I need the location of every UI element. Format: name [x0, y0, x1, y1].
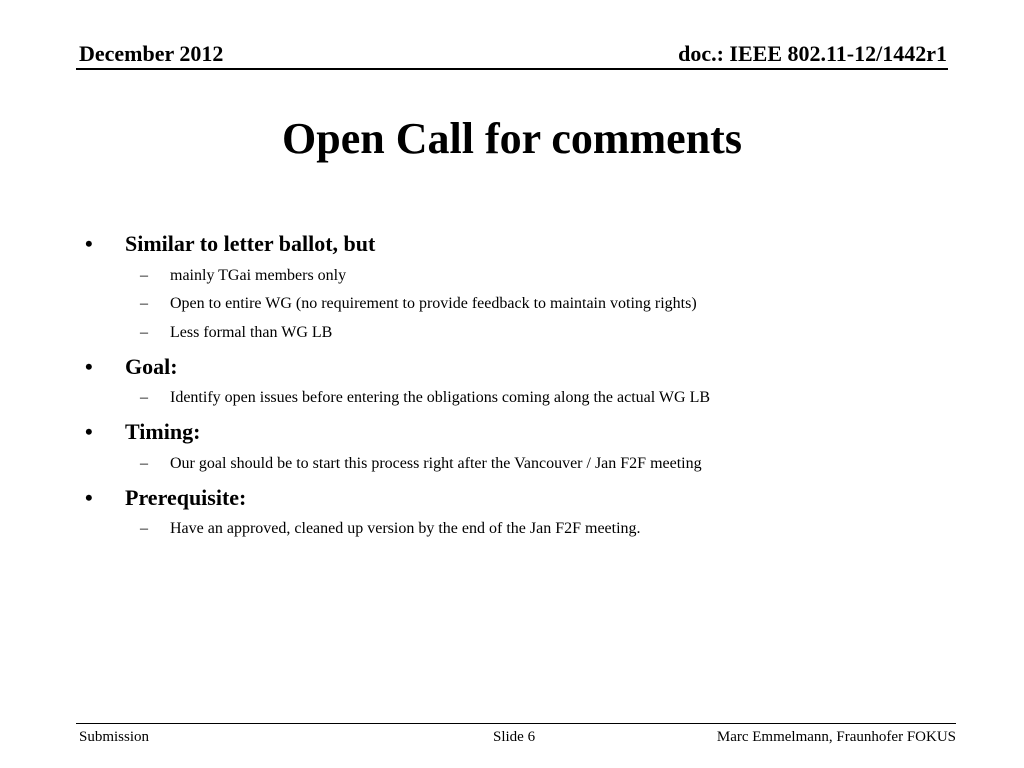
sub-bullet-marker: –: [140, 389, 148, 406]
sub-bullet-marker: –: [140, 295, 148, 312]
bullet-text: Similar to letter ballot, but: [125, 231, 376, 256]
sub-bullet-text: Open to entire WG (no requirement to provide feedback to maintain voting rights): [170, 295, 697, 312]
bullet-marker: •: [85, 485, 93, 510]
footer-slide-number: Slide 6: [493, 729, 536, 745]
footer-author: Marc Emmelmann, Fraunhofer FOKUS: [716, 729, 956, 745]
bullet-text: Prerequisite:: [125, 485, 247, 510]
sub-bullet-text: Identify open issues before entering the obligations coming along the actual WG LB: [170, 389, 711, 406]
footer-submission: Submission: [79, 729, 150, 745]
slide-title: Open Call for comments: [282, 114, 742, 163]
bullet-marker: •: [85, 231, 93, 256]
sub-bullet-text: mainly TGai members only: [170, 267, 347, 284]
footer-divider: [76, 723, 956, 724]
sub-bullet-text: Have an approved, cleaned up version by the end of the Jan F2F meeting.: [170, 520, 641, 537]
bullet-text: Timing:: [125, 419, 201, 444]
sub-bullet-text: Our goal should be to start this process right after the Vancouver / Jan F2F meeting: [170, 455, 702, 472]
sub-bullet-marker: –: [140, 267, 148, 284]
header-doc-id: doc.: IEEE 802.11-12/1442r1: [678, 41, 947, 66]
bullet-marker: •: [85, 354, 93, 379]
bullet-text: Goal:: [125, 354, 178, 379]
sub-bullet-text: Less formal than WG LB: [170, 324, 333, 341]
bullet-marker: •: [85, 419, 93, 444]
sub-bullet-marker: –: [140, 520, 148, 537]
sub-bullet-marker: –: [140, 455, 148, 472]
header-date: December 2012: [79, 41, 224, 66]
sub-bullet-marker: –: [140, 324, 148, 341]
